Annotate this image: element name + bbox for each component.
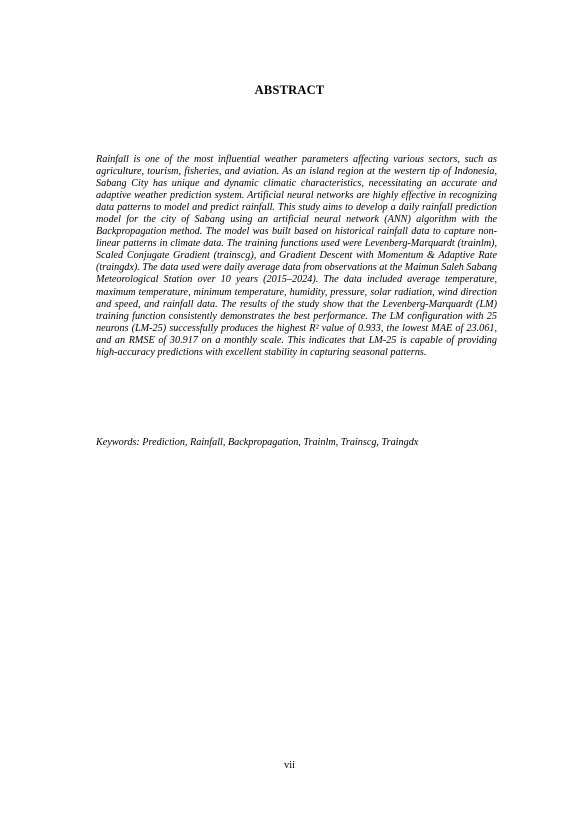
page-number: vii: [283, 760, 296, 771]
keywords-line: Keywords: Prediction, Rainfall, Backpropagation, Trainlm, Trainscg, Traingdx: [96, 437, 419, 448]
abstract-paragraph: Rainfall is one of the most influential weather parameters affecting various sectors, such as agriculture, tourism, fisheries, and aviation. As an island region at the western tip of Indonesia, Sabang City has unique and dynamic climatic characteristics, necessitating an accurate and adaptive weather prediction system. Artificial neural networks are highly effective in recognizing data patterns to model and predict rainfall. This study aims to develop a daily rainfall prediction model for the city of Sabang using an artificial neural network (ANN) algorithm with the Backpropagation method. The model was built based on historical rainfall data to capture non-linear patterns in climate data. The training functions used were Levenberg-Marquardt (trainlm), Scaled Conjugate Gradient (trainscg), and Gradient Descent with Momentum & Adaptive Rate (traingdx). The data used were daily average data from observations at the Maimun Saleh Sabang Meteorological Station over 10 years (2015–2024). The data included average temperature, maximum temperature, minimum temperature, humidity, pressure, solar radiation, wind direction and speed, and rainfall data. The results of the study show that the Levenberg-Marquardt (LM) training function consistently demonstrates the best performance. The LM configuration with 25 neurons (LM-25) successfully produces the highest R² value of 0.933, the lowest MAE of 23.061, and an RMSE of 30.917 on a monthly scale. This indicates that LM-25 is capable of providing high-accuracy predictions with excellent stability in capturing seasonal patterns.: [96, 154, 497, 358]
page-title: ABSTRACT: [254, 83, 325, 97]
